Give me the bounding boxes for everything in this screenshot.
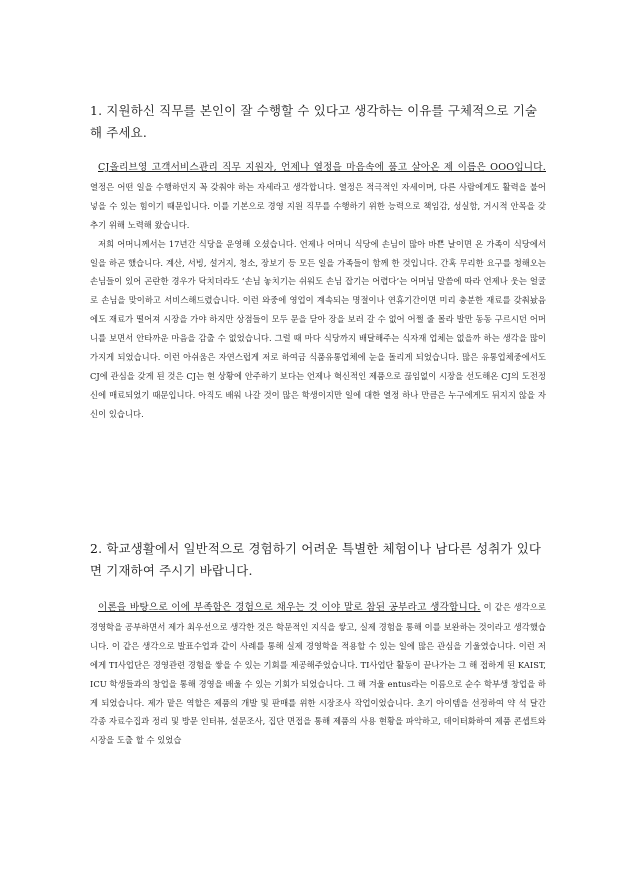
answer-2-paragraph-1 xyxy=(90,598,546,750)
answer-1-paragraph-1-text: 열정은 어떤 일을 수행하던지 꼭 갖춰야 하는 자세라고 생각합니다. 열정은 적극적인 자세이며, 다른 사람에게도 활력을 불어넣을 수 있는 힘이기 때문입니다. 이를 기본으로 경영 지원 직무를 수행하기 위한 능력으로 책임감, 성실함, 거시적 안목을 갖추기 위해 노력해 왔습니다. xyxy=(90,181,546,230)
answer-1-paragraph-2: 저희 어머니께서는 17년간 식당을 운영해 오셨습니다. 언제나 어머니 식당에 손님이 많아 바쁜 날이면 온 가족이 식당에서 일을 하곤 했습니다. 계산, 서빙, 설거지, 청소, 장보기 등 모든 일을 가족들이 함께 한 것입니다. 간혹 무리한 요구를 청해오는 손님들이 있어 곤란한 경우가 닥치더라도 ‘손님 놓치기는 쉬워도 손님 잡기는 어렵다’는 어머님 말씀에 따라 언제나 웃는 얼굴로 손님을 맞이하고 서비스해드렸습니다. 이런 와중에 영업이 계속되는 명절이나 연휴기간이면 미리 충분한 재료를 갖춰놨음에도 재료가 떨어져 시장을 가야 하지만 상점들이 모두 문을 닫아 장을 보러 갈 수 없어 어쩔 줄 몰라 발만 동동 구르시던 어머니를 보면서 안타까운 마음을 감출 수 없었습니다. 그럴 때 마다 식당까지 배달해주는 식자재 업체는 없을까 하는 생각을 많이 가지게 되었습니다. 이런 아쉬움은 자연스럽게 저로 하여금 식품유통업체에 눈을 돌리게 되었습니다. 많은 유통업체중에서도 CJ에 관심을 갖게 된 것은 CJ는 현 상황에 안주하기 보다는 언제나 혁신적인 제품으로 끊임없이 시장을 선도해온 CJ의 도전정신에 매료되었기 때문입니다. 아직도 배워 나갈 것이 많은 학생이지만 일에 대한 열정 하나 만큼은 누구에게도 뒤지지 않을 자신이 있습니다. xyxy=(90,238,546,419)
answer-2-highlight: 이론을 바탕으로 이에 부족함은 경험으로 채우는 것 이야 말로 참된 공부라고 생각합니다. xyxy=(98,602,481,613)
answer-1-paragraph-1 xyxy=(90,158,546,235)
answer-2-body xyxy=(90,598,546,750)
answer-2-paragraph-1-text: 이 같은 생각으로 경영학을 공부하면서 제가 최우선으로 생각한 것은 학문적인 지식을 쌓고, 실제 경험을 통해 이를 보완하는 것이라고 생각했습니다. 이 같은 생각으로 발표수업과 같이 사례를 통해 실제 경영학을 적용할 수 있는 일에 많은 관심을 기울였습니다. 이런 저에게 TI사업단은 경영관련 경험을 쌓을 수 있는 기회를 제공해주었습니다. TI사업단 활동이 끝나가는 그 해 접하게 된 KAIST, ICU 학생들과의 창업을 통해 경영을 배울 수 있는 기회가 되었습니다. 그 해 겨울 entus라는 이름으로 순수 학부생 창업을 하게 되었습니다. 제가 맡은 역할은 제품의 개발 및 판매를 위한 시장조사 작업이었습니다. 초기 아이템을 선정하여 약 석 달간 각종 자료수집과 정리 및 방문 인터뷰, 설문조사, 집단 면접을 통해 제품의 사용 현황을 파악하고, 데이터화하여 제품 콘셉트와 시장을 도출 할 수 있었습 xyxy=(90,602,546,746)
question-1-heading: 1. 지원하신 직무를 본인이 잘 수행할 수 있다고 생각하는 이유를 구체적으로 기술해 주세요. xyxy=(90,103,538,140)
question-2-heading: 2. 학교생활에서 일반적으로 경험하기 어려운 특별한 체험이나 남다른 성취가 있다면 기재하여 주시기 바랍니다. xyxy=(90,541,542,578)
answer-1-body xyxy=(90,158,546,424)
answer-1-highlight: CJ올리브영 고객서비스관리 직무 지원자, 언제나 열정을 마음속에 품고 살아온 제 이름은 OOO입니다. xyxy=(98,162,546,173)
